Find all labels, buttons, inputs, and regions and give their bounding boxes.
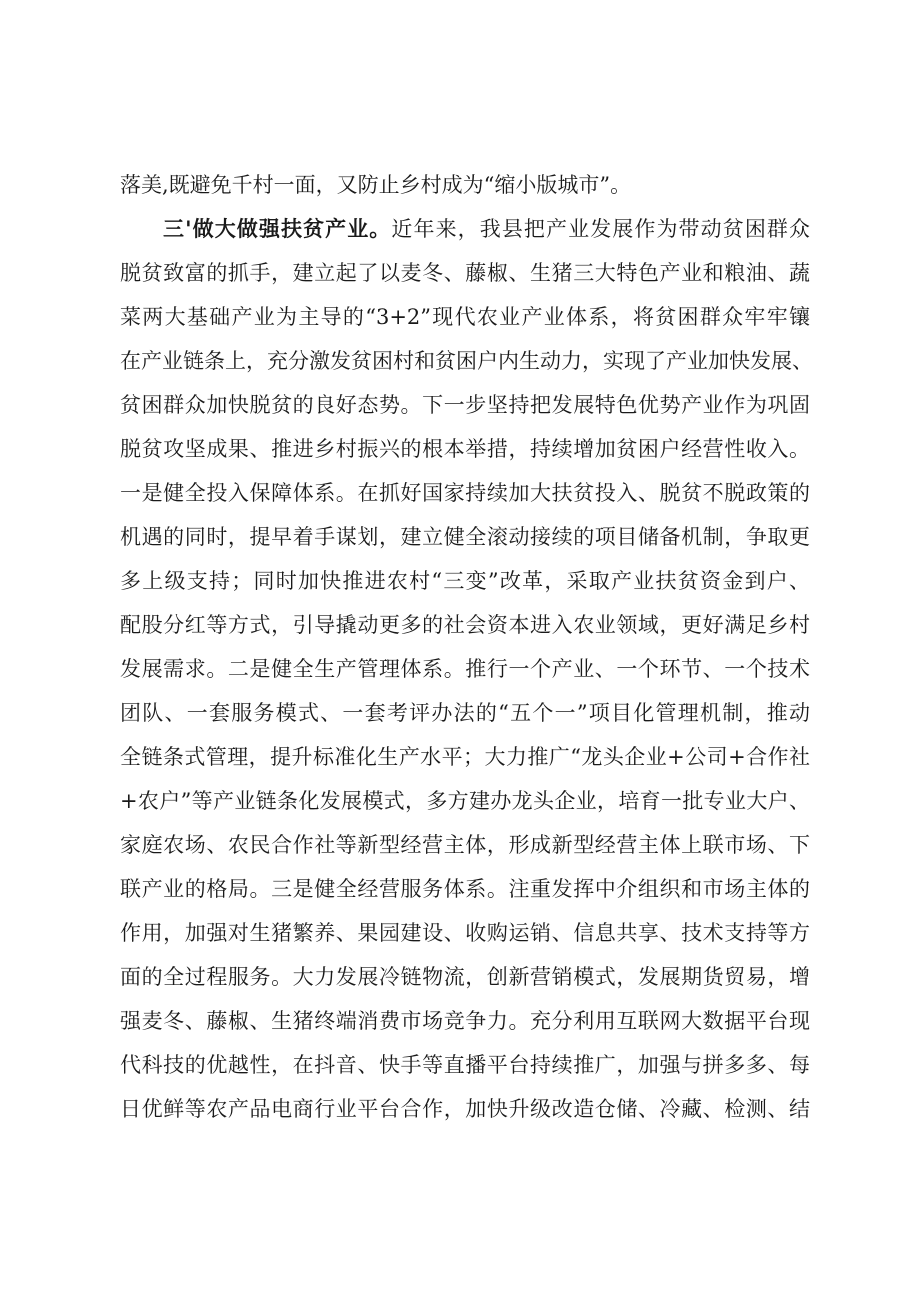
paragraph-line: 面的全过程服务。大力发展冷链物流，创新营销模式，发展期货贸易，增 xyxy=(120,965,810,989)
paragraph-line: 家庭农场、农民合作社等新型经营主体，形成新型经营主体上联市场、下 xyxy=(120,833,810,857)
section-heading-text: 近年来，我县把产业发展作为带动贫困群众 xyxy=(391,217,810,241)
paragraph-line: 代科技的优越性，在抖音、快手等直播平台持续推广，加强与拼多多、每 xyxy=(120,1053,810,1077)
paragraph-line: 一是健全投入保障体系。在抓好国家持续加大扶贫投入、脱贫不脱政策的 xyxy=(120,481,810,505)
paragraph-line: 机遇的同时，提早着手谋划，建立健全滚动接续的项目储备机制，争取更 xyxy=(120,525,810,549)
paragraph-line: 发展需求。二是健全生产管理体系。推行一个产业、一个环节、一个技术 xyxy=(120,657,810,681)
paragraph-line: 脱贫致富的抓手，建立起了以麦冬、藤椒、生猪三大特色产业和粮油、蔬 xyxy=(120,261,810,285)
section-heading: 三'做大做强扶贫产业。 xyxy=(163,217,392,241)
paragraph-line: 日优鲜等农产品电商行业平台合作，加快升级改造仓储、冷藏、检测、结 xyxy=(120,1097,810,1121)
paragraph-line: 团队、一套服务模式、一套考评办法的“五个一”项目化管理机制，推动 xyxy=(120,701,810,725)
paragraph-line: 落美,既避免千村一面，又防止乡村成为“缩小版城市”。 xyxy=(120,173,632,197)
paragraph-line: 脱贫攻坚成果、推进乡村振兴的根本举措，持续增加贫困户经营性收入。 xyxy=(120,437,810,461)
paragraph-line: 作用，加强对生猪繁养、果园建设、收购运销、信息共享、技术支持等方 xyxy=(120,921,810,945)
paragraph-line: 贫困群众加快脱贫的良好态势。下一步坚持把发展特色优势产业作为巩固 xyxy=(120,393,810,417)
section-heading-line xyxy=(163,214,810,244)
paragraph-line: 配股分红等方式，引导撬动更多的社会资本进入农业领域，更好满足乡村 xyxy=(120,613,810,637)
paragraph-line: 多上级支持；同时加快推进农村“三变”改革，采取产业扶贫资金到户、 xyxy=(120,569,810,593)
paragraph-line: 全链条式管理，提升标准化生产水平；大力推广“龙头企业+公司+合作社 xyxy=(120,745,810,769)
paragraph-line: 强麦冬、藤椒、生猪终端消费市场竞争力。充分利用互联网大数据平台现 xyxy=(120,1009,810,1033)
paragraph-line: 在产业链条上，充分激发贫困村和贫困户内生动力，实现了产业加快发展、 xyxy=(120,349,813,373)
paragraph-line: +农户”等产业链条化发展模式，多方建办龙头企业，培育一批专业大户、 xyxy=(120,789,810,813)
paragraph-line: 菜两大基础产业为主导的“3+2”现代农业产业体系，将贫困群众牢牢镶 xyxy=(120,305,810,329)
paragraph-line: 联产业的格局。三是健全经营服务体系。注重发挥中介组织和市场主体的 xyxy=(120,877,810,901)
